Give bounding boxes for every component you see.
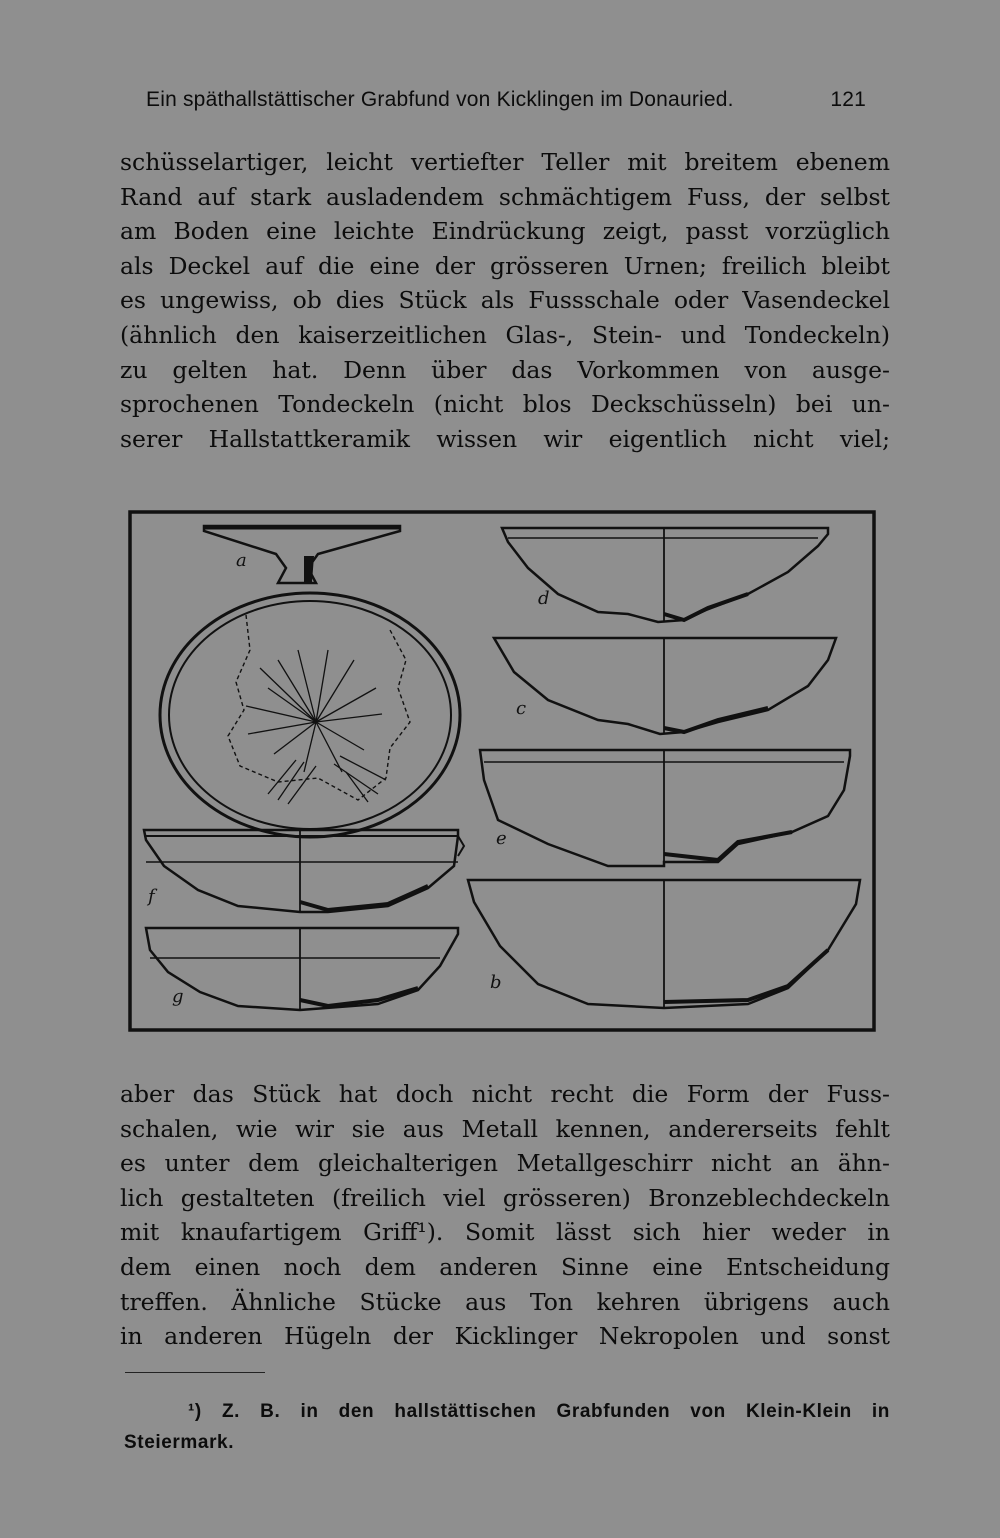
text-line: es ungewiss, ob dies Stück als Fussschale oder Vasendeckel (120, 286, 890, 315)
text-line: treffen. Ähnliche Stücke aus Ton kehren übrigens auch (120, 1287, 890, 1316)
footnote-divider (125, 1372, 265, 1373)
vessel-e (480, 750, 850, 866)
text-line: serer Hallstattkeramik wissen wir eigentlich nicht viel; (120, 424, 890, 453)
label-g: g (172, 986, 184, 1007)
text-line: es unter dem gleichalterigen Metallgeschirr nicht an ähn- (120, 1149, 890, 1178)
running-title: Ein späthallstättischer Grabfund von Kicklingen im Donauried. (146, 88, 734, 111)
text-line: Rand auf stark ausladendem schmächtigem Fuss, der selbst (120, 182, 890, 211)
text-line: dem einen noch dem anderen Sinne eine Entscheidung (120, 1252, 890, 1281)
text-line: (ähnlich den kaiserzeitlichen Glas-, Stein- und Tondeckeln) (120, 320, 890, 349)
footnote (124, 1396, 890, 1458)
plate-bottom-view (160, 593, 460, 837)
text-line: schüsselartiger, leicht vertiefter Teller mit breitem ebenem (120, 148, 890, 176)
vessel-a (204, 526, 400, 583)
text-line: aber das Stück hat doch nicht recht die Form der Fuss- (120, 1080, 890, 1108)
footnote-line: ¹) Z. B. in den hallstättischen Grabfunden von Klein-Klein in (188, 1401, 890, 1422)
pottery-figure (128, 510, 876, 1032)
text-line: mit knaufartigem Griff¹). Somit lässt sich hier weder in (120, 1218, 890, 1247)
text-line: als Deckel auf die eine der grösseren Urnen; freilich bleibt (120, 251, 890, 280)
label-e: e (496, 828, 507, 849)
footnote-line: Steiermark. (124, 1432, 235, 1453)
vessel-f (144, 830, 464, 912)
label-c: c (516, 698, 527, 719)
text-line: zu gelten hat. Denn über das Vorkommen von ausge- (120, 355, 890, 384)
pottery-drawing (128, 510, 876, 1032)
vessel-g (146, 928, 458, 1010)
vessel-d (502, 528, 828, 622)
vessel-c (494, 638, 836, 734)
figure-frame (130, 512, 874, 1030)
label-b: b (490, 972, 502, 993)
label-a: a (236, 550, 247, 571)
text-line: in anderen Hügeln der Kicklinger Nekropolen und sonst (120, 1322, 890, 1351)
paragraph-bottom (120, 1077, 890, 1354)
label-d: d (538, 588, 550, 609)
text-line: lich gestalteten (freilich viel grösseren) Bronzeblechdeckeln (120, 1183, 890, 1212)
vessel-b (468, 880, 860, 1008)
page-number: 121 (830, 88, 866, 111)
label-f: f (148, 886, 155, 907)
paragraph-top (120, 145, 890, 456)
text-line: am Boden eine leichte Eindrückung zeigt, passt vorzüglich (120, 217, 890, 246)
text-line: sprochenen Tondeckeln (nicht blos Deckschüsseln) bei un- (120, 390, 890, 419)
running-header (146, 88, 866, 112)
text-line: schalen, wie wir sie aus Metall kennen, andererseits fehlt (120, 1114, 890, 1143)
